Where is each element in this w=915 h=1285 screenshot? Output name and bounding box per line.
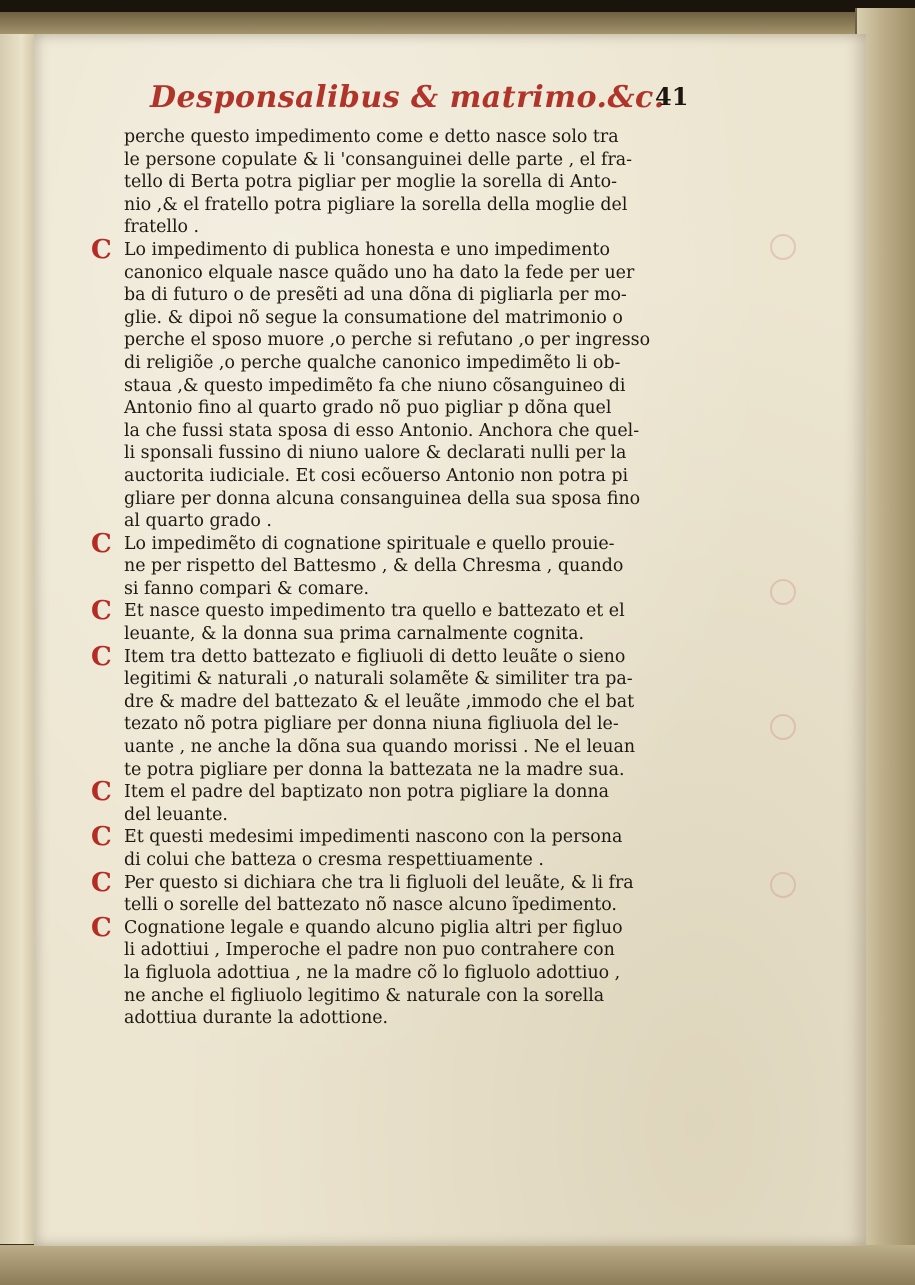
paragraph — [91, 867, 664, 917]
text-line: tezato nõ potra pigliare per donna niuna figliuola del le- — [124, 714, 619, 735]
paragraph-mark: C — [91, 528, 112, 559]
running-title: Desponsalibus & matrimo.&c. — [150, 80, 665, 115]
paragraph-mark: C — [91, 912, 112, 943]
text-line: staua ,& questo impedimẽto fa che niuno cõsanguineo di — [124, 375, 626, 396]
text-line: auctorita iudiciale. Et cosi ecõuerso Antonio non potra pi — [124, 465, 629, 486]
text-line: si fanno compari & comare. — [124, 578, 370, 599]
text-line: Lo impedimento di publica honesta e uno impedimento — [124, 239, 610, 260]
paragraph — [91, 528, 664, 601]
text-line: fratello . — [124, 217, 200, 238]
paragraph-mark: C — [91, 641, 112, 672]
paragraph — [91, 912, 664, 1030]
show-through-mark — [770, 234, 796, 260]
text-line: Item tra detto battezato e figliuoli di detto leuãte o sieno — [124, 646, 626, 667]
text-line: gliare per donna alcuna consanguinea della sua sposa fino — [124, 488, 641, 509]
paragraph-mark: C — [91, 596, 112, 627]
show-through-mark — [770, 714, 796, 740]
text-line: adottiua durante la adottione. — [124, 1008, 389, 1029]
paragraph — [91, 234, 664, 533]
text-line: di religiõe ,o perche qualche canonico impedimẽto li ob- — [124, 352, 621, 373]
text-line: legitimi & naturali ,o naturali solamẽte & similiter tra pa- — [124, 669, 633, 690]
text-line: te potra pigliare per donna la battezata ne la madre sua. — [124, 759, 625, 780]
text-line: Lo impedimẽto di cognatione spirituale e quello prouie- — [124, 533, 615, 554]
text-line: la che fussi stata sposa di esso Antonio. Anchora che quel- — [124, 420, 640, 441]
text-line: Cognatione legale e quando alcuno piglia altri per figluo — [124, 917, 623, 938]
text-line: Item el padre del baptizato non potra pigliare la donna — [124, 782, 610, 803]
text-line: li sponsali fussino di niuno ualore & declarati nulli per la — [124, 443, 627, 464]
text-line: perche el sposo muore ,o perche si refutano ,o per ingresso — [124, 330, 651, 351]
text-line: telli o sorelle del battezato nõ nasce alcuno ĩpedimento. — [124, 895, 617, 916]
text-line: di colui che batteza o cresma respettiuamente . — [124, 850, 544, 870]
text-line: Per questo si dichiara che tra li figluoli del leuãte, & li fra — [124, 872, 634, 893]
text-line: Et questi medesimi impedimenti nascono con la persona — [124, 827, 623, 848]
text-line: uante , ne anche la dõna sua quando morissi . Ne el leuan — [124, 737, 636, 758]
body-text — [91, 126, 664, 1030]
top-binding-edge — [0, 12, 880, 36]
paragraph-mark: C — [91, 234, 112, 265]
text-line: ne anche el figliuolo legitimo & naturale con la sorella — [124, 985, 605, 1006]
paragraph-mark: C — [91, 822, 112, 853]
text-line: ba di futuro o de presẽti ad una dõna di pigliarla per mo- — [124, 285, 627, 306]
text-line: canonico elquale nasce quãdo uno ha dato la fede per uer — [124, 262, 635, 283]
text-line: al quarto grado . — [124, 511, 272, 532]
text-line: glie. & dipoi nõ segue la consumatione del matrimonio o — [124, 307, 623, 328]
paragraph — [91, 822, 664, 871]
show-through-mark — [770, 872, 796, 898]
text-line: leuante, & la donna sua prima carnalmente cognita. — [124, 624, 585, 645]
text-line: li adottiui , Imperoche el padre non puo contrahere con — [124, 940, 615, 961]
paragraph — [91, 777, 664, 826]
facing-page-edge — [0, 34, 37, 1244]
folio-number: 41 — [655, 82, 689, 111]
text-line: dre & madre del battezato & el leuãte ,immodo che el bat — [124, 691, 635, 712]
text-line: del leuante. — [124, 804, 228, 825]
bottom-binding-edge — [0, 1245, 915, 1285]
show-through-mark — [770, 579, 796, 605]
paragraph-mark: C — [91, 867, 112, 898]
text-line: la figluola adottiua , ne la madre cõ lo figluolo adottiuo , — [124, 962, 621, 983]
text-line: perche questo impedimento come e detto nasce solo tra — [124, 127, 619, 147]
paragraph — [91, 596, 664, 645]
text-line: Antonio fino al quarto grado nõ puo pigliar p dõna quel — [124, 398, 612, 419]
paragraph — [91, 641, 664, 782]
text-line: nio ,& el fratello potra pigliare la sorella della moglie del — [124, 194, 628, 215]
text-line: Et nasce questo impedimento tra quello e battezato et el — [124, 601, 625, 622]
text-line: le persone copulate & li 'consanguinei delle parte , el fra- — [124, 149, 633, 170]
text-line: ne per rispetto del Battesmo , & della Chresma , quando — [124, 556, 624, 577]
running-header — [150, 78, 710, 118]
paragraph-mark: C — [91, 777, 112, 808]
paragraph — [124, 126, 664, 239]
text-line: tello di Berta potra pigliar per moglie la sorella di Anto- — [124, 172, 617, 193]
